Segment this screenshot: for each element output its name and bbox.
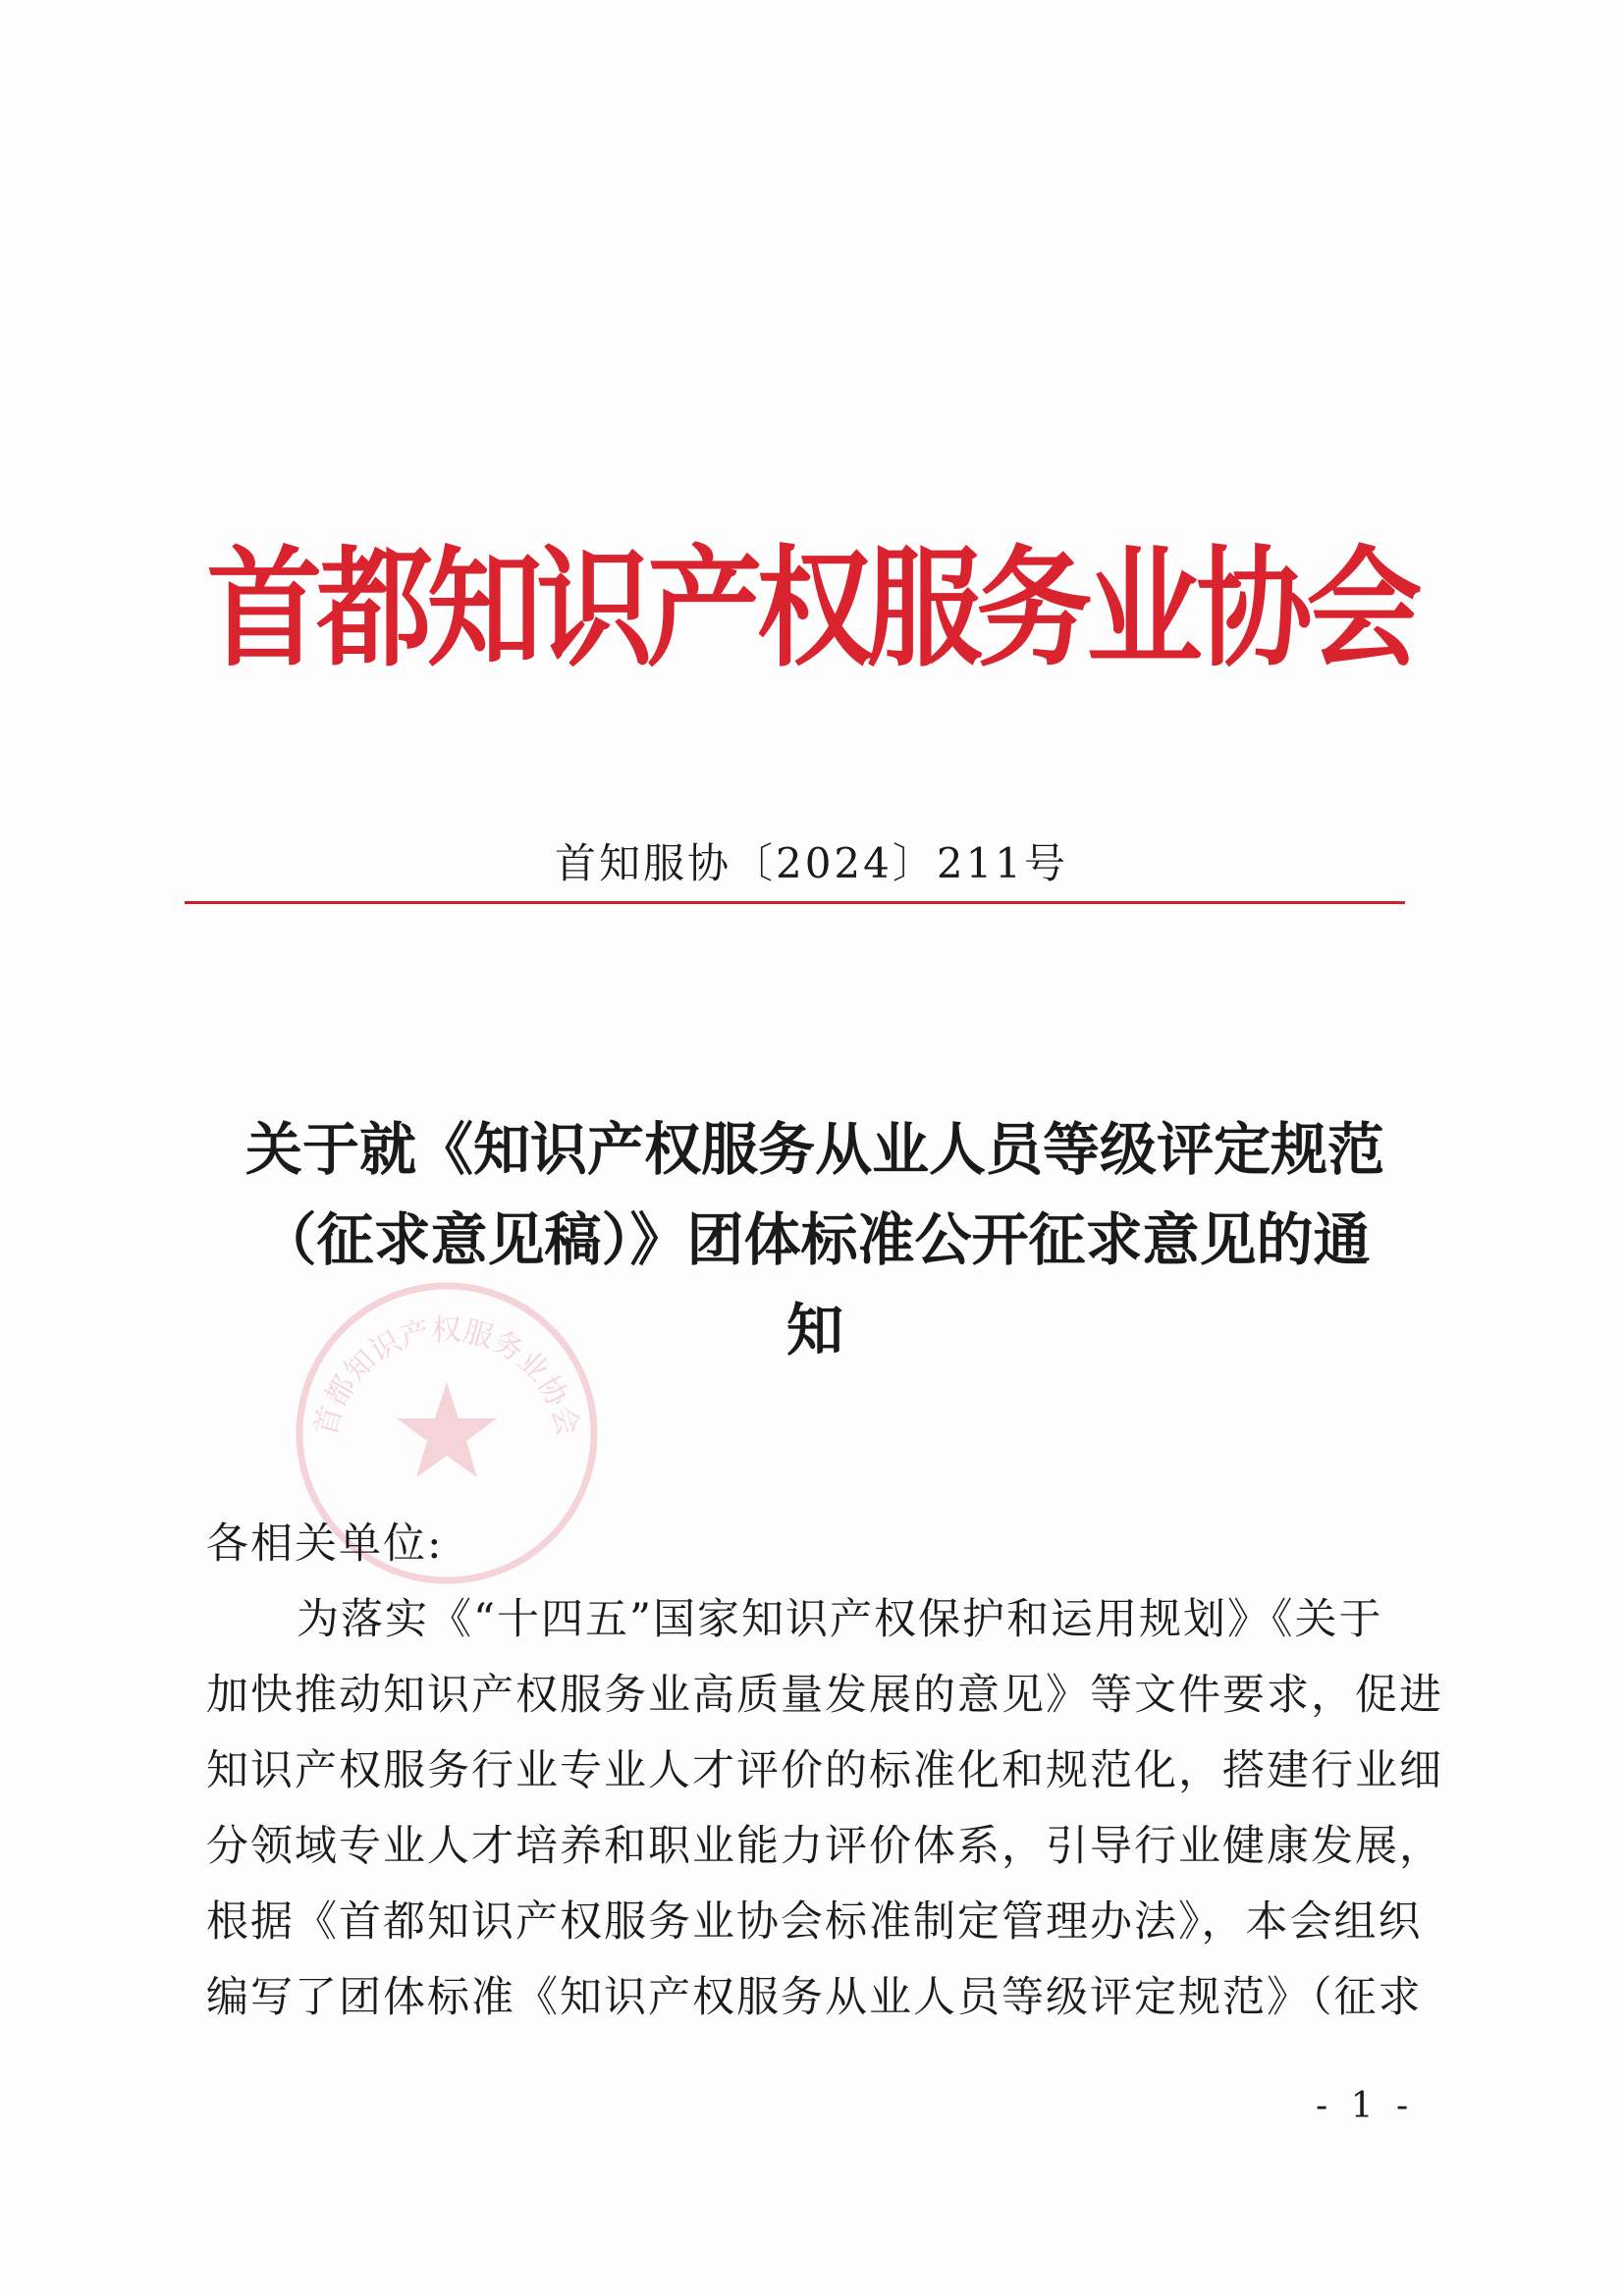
document-number: 首知服协〔2024〕211号 bbox=[554, 839, 1069, 887]
paragraph-line-2: 加快推动知识产权服务业高质量发展的意见》等文件要求，促进 bbox=[206, 1671, 1443, 1720]
organization-masthead bbox=[0, 526, 1623, 691]
salutation: 各相关单位: bbox=[206, 1520, 444, 1569]
title-line-2: （征求意见稿）》团体标准公开征求意见的通 bbox=[259, 1206, 1371, 1273]
paragraph-line-3: 知识产权服务行业专业人才评价的标准化和规范化，搭建行业细 bbox=[206, 1746, 1443, 1795]
title-line-1: 关于就《知识产权服务从业人员等级评定规范 bbox=[244, 1116, 1384, 1183]
seal-text: 首都知识产权服务业协会 bbox=[308, 1312, 585, 1440]
page-number: - 1 - bbox=[1316, 2086, 1415, 2126]
red-divider-rule bbox=[185, 901, 1405, 904]
document-body bbox=[206, 1507, 1443, 2036]
paragraph-line-1: 为落实《“十四五”国家知识产权保护和运用规划》《关于 bbox=[297, 1595, 1383, 1644]
paragraph-line-6: 编写了团体标准《知识产权服务从业人员等级评定规范》（征求 bbox=[206, 1973, 1423, 2022]
seal-star bbox=[397, 1382, 497, 1477]
paragraph-line-5: 根据《首都知识产权服务业协会标准制定管理办法》，本会组织 bbox=[206, 1897, 1423, 1947]
organization-name: 首都知识产权服务业协会 bbox=[206, 531, 1417, 685]
document-title bbox=[206, 1104, 1424, 1375]
title-line-3: 知 bbox=[785, 1297, 843, 1363]
paragraph-line-4: 分领域专业人才培养和职业能力评价体系，引导行业健康发展， bbox=[206, 1822, 1443, 1871]
